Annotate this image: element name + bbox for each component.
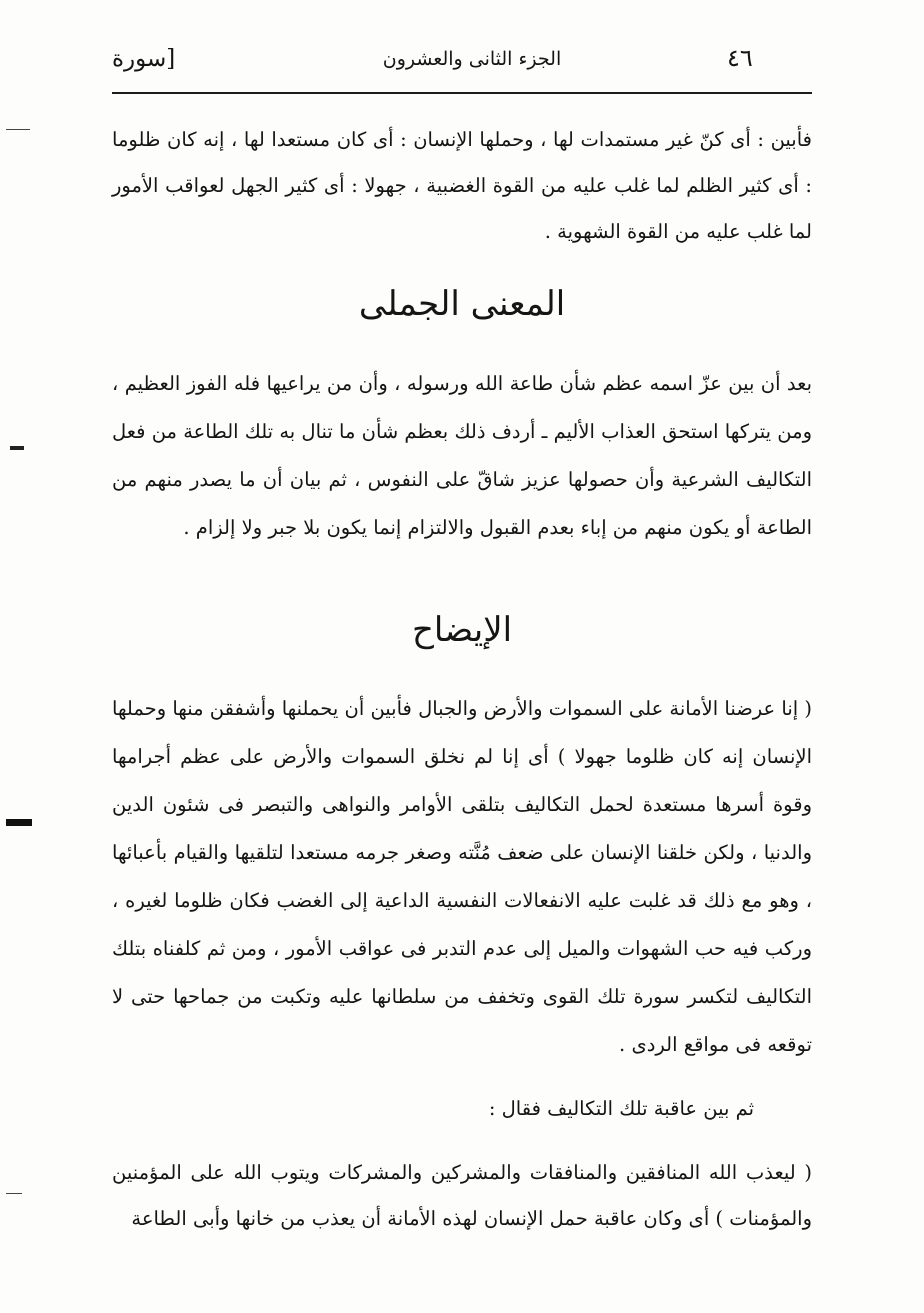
sura-label: [سورة bbox=[112, 46, 176, 72]
transition-text: ثم بين عاقبة تلك التكاليف فقال : bbox=[488, 1097, 754, 1120]
explanation-paragraph bbox=[112, 685, 812, 1069]
section-heading-general-meaning: المعنى الجملى bbox=[358, 284, 566, 324]
margin-mark bbox=[10, 446, 24, 450]
header-rule bbox=[112, 92, 812, 94]
final-text: ( ليعذب الله المنافقين والمنافقات والمشركين والمشركات ويتوب الله على المؤمنين والمؤمنات ) أى وكان عاقبة حمل الإنسان لهذه الأمانة أن يعذب من خانها وأبى الطاعة bbox=[112, 1161, 812, 1230]
final-paragraph bbox=[112, 1150, 812, 1242]
page-header bbox=[112, 38, 812, 98]
intro-text: فأبين : أى كنّ غير مستمدات لها ، وحملها الإنسان : أى كان مستعدا لها ، إنه كان ظلوما : أى كثير الظلم لما غلب عليه من القوة الغضبية ، جهولا : أى كثير الجهل لعواقب الأمور لما غلب عليه من القوة الشهوية . bbox=[112, 128, 812, 243]
intro-paragraph bbox=[112, 117, 812, 255]
explanation-text: ( إنا عرضنا الأمانة على السموات والأرض والجبال فأبين أن يحملنها وأشفقن منها وحملها الإنسان إنه كان ظلوما جهولا ) أى إنا لم نخلق السموات والأرض على عظم أجرامها وقوة أسرها مستعدة لحمل التكاليف بتلقى الأوامر والنواهى والتبصر فى شئون الدين والدنيا ، ولكن خلقنا الإنسان على ضعف مُنَّته وصغر جرمه مستعدا لتلقيها والقيام بأعبائها ، وهو مع ذلك قد غلبت عليه الانفعالات النفسية الداعية إلى الغضب فكان ظلوما لغيره ، وركب فيه حب الشهوات والميل إلى عدم التدبر فى عواقب الأمور ، ومن ثم كلفناه بتلك التكاليف لتكسر سورة تلك القوى وتخفف من سلطانها عليه وتكبت من جماحها حتى لا توقعه فى مواقع الردى . bbox=[112, 697, 812, 1056]
general-meaning-text: بعد أن بين عزّ اسمه عظم شأن طاعة الله ورسوله ، وأن من يراعيها فله الفوز العظيم ، ومن يتركها استحق العذاب الأليم ـ أردف ذلك بعظم شأن ما تنال به تلك الطاعة من فعل التكاليف الشرعية وأن حصولها عزيز شاقّ على النفوس ، ثم بيان أن ما يصدر منهم من الطاعة أو يكون منهم من إباء بعدم القبول والالتزام إنما يكون بلا جبر ولا إلزام . bbox=[112, 372, 812, 539]
page-number: ٤٦ bbox=[727, 44, 753, 72]
section-heading-explanation: الإيضاح bbox=[411, 610, 513, 650]
running-title: الجزء الثانى والعشرون bbox=[382, 48, 562, 70]
margin-mark bbox=[6, 129, 30, 130]
margin-mark bbox=[6, 1193, 22, 1194]
general-meaning-paragraph bbox=[112, 360, 812, 552]
margin-mark bbox=[6, 819, 32, 826]
transition-paragraph bbox=[112, 1089, 812, 1129]
